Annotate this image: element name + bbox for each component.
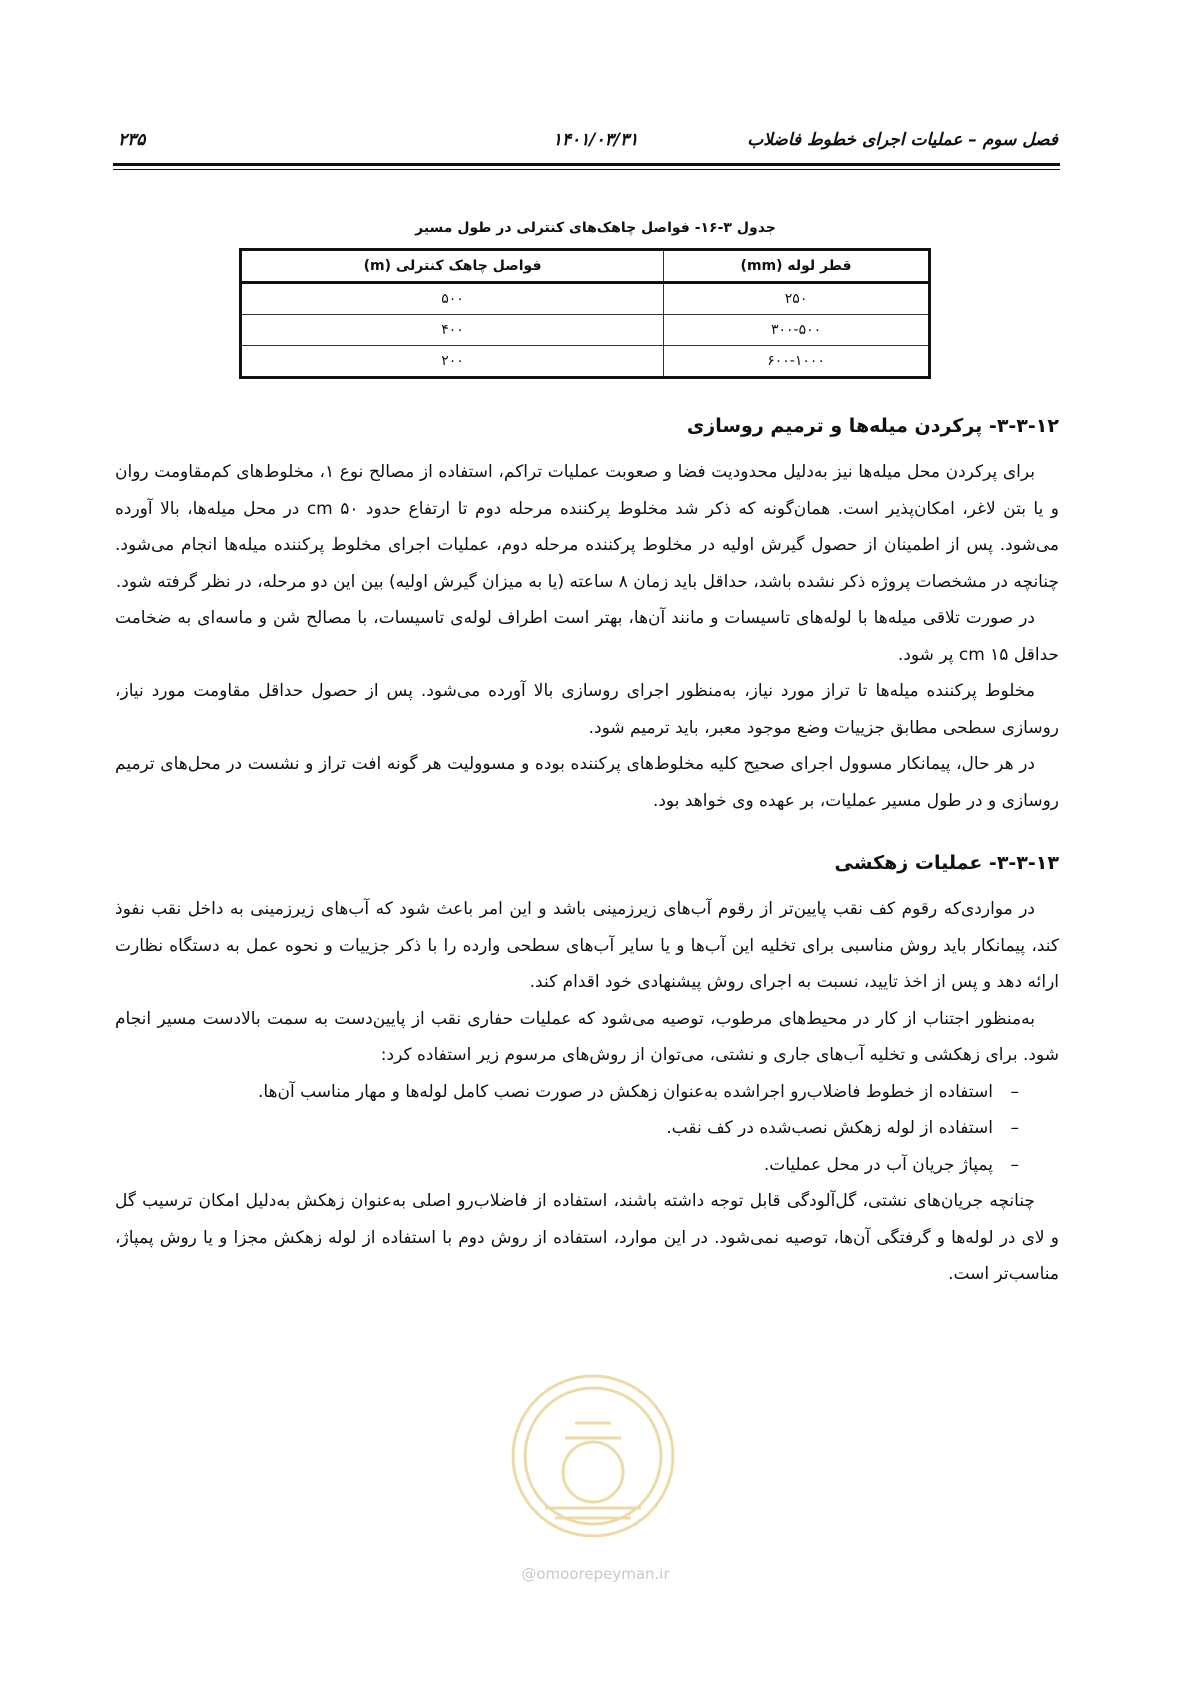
table-row [241,315,930,346]
watermark-seal-icon [505,1368,681,1544]
section-heading: ۳-۳-۱۲- پرکردن میله‌ها و ترمیم روسازی [686,415,1059,437]
paragraph: چنانچه جریان‌های نشتی، گل‌آلودگی قابل توجه داشته باشند، استفاده از فاضلاب‌رو اصلی به‌عنوان زهکش به‌دلیل امکان ترسیب گل و لای در لوله‌ها و گرفتگی آن‌ها، توصیه نمی‌شود. در این موارد، استفاده از روش دوم با استفاده از لوله زهکش مجزا و یا روش پمپاژ، مناسب‌تر است. [115,1191,1059,1284]
table-caption: جدول ۳-۱۶- فواصل چاهک‌های کنترلی در طول مسیر [415,220,776,236]
header-date: ۱۴۰۱/۰۳/۳۱ [552,130,639,150]
paragraph: در صورت تلاقی میله‌ها با لوله‌های تاسیسات و مانند آن‌ها، بهتر است اطراف لوله‌ی تاسیسات، با مصالح شن و ماسه‌ای به ضخامت حداقل ۱۵ cm پر شود. [115,608,1059,665]
dash-marker: – [1010,1118,1019,1138]
section-gap [115,819,1059,835]
dash-marker: – [1010,1081,1019,1102]
method-list [115,1074,1059,1184]
table-cell: ۴۰۰ [241,315,664,346]
list-item [115,1074,1019,1111]
list-item [115,1110,1019,1147]
dash-marker: – [1010,1154,1019,1175]
table-cell: ۶۰۰-۱۰۰۰ [664,346,930,378]
section-heading: ۳-۳-۱۳- عملیات زهکشی [834,852,1059,874]
table-row [241,283,930,315]
list-item [115,1147,1019,1184]
table-header-row [241,250,930,283]
spacing-table [239,248,931,379]
paragraph: در مواردی‌که رقوم کف نقب پایین‌تر از رقوم آب‌های زیرزمینی باشد و این امر باعث شود که آب‌های زیرزمینی به داخل نقب نفوذ کند، پیمانکار باید روش مناسبی برای تخلیه این آب‌ها و یا سایر آب‌های سطحی وارده را با ذکر جزییات و نحوه عمل به دستگاه نظارت ارائه دهد و پس از اخذ تایید، نسبت به اجرای روش پیشنهادی خود اقدام کند. [115,899,1059,992]
page-number: ۲۳۵ [118,130,146,150]
list-item-text: استفاده از لوله زهکش نصب‌شده در کف نقب. [666,1118,993,1138]
table-header-cell: فواصل چاهک کنترلی (m) [241,250,664,283]
body-content [115,398,1059,1293]
table-cell: ۲۵۰ [664,283,930,315]
watermark-website: @omoorepeyman.ir [521,1565,670,1583]
list-item-text: پمپاژ جریان آب در محل عملیات. [763,1154,993,1175]
list-item-text: استفاده از خطوط فاضلاب‌رو اجراشده به‌عنوان زهکش در صورت نصب کامل لوله‌ها و مهار مناسب آن‌ها. [257,1081,993,1102]
table-cell: ۲۰۰ [241,346,664,378]
header-rule [113,163,1060,166]
table-header-cell: قطر لوله (mm) [664,250,930,283]
table-cell: ۵۰۰ [241,283,664,315]
header-rule-thin [113,169,1060,170]
table-cell: ۳۰۰-۵۰۰ [664,315,930,346]
paragraph: برای پرکردن محل میله‌ها نیز به‌دلیل محدودیت فضا و صعوبت عملیات تراکم، استفاده از مصالح نوع ۱، مخلوط‌های کم‌مقاومت روان و یا بتن لاغر، امکان‌پذیر است. همان‌گونه که ذکر شد مخلوط پرکننده مرحله دوم تا ارتفاع حدود ۵۰ cm در محل میله‌ها، بالا آورده می‌شود. پس از اطمینان از حصول گیرش اولیه در مخلوط پرکننده مرحله دوم، عملیات اجرای مخلوط پرکننده میله‌ها انجام می‌شود. چنانچه در مشخصات پروژه ذکر نشده باشد، حداقل باید زمان ۸ ساعته (یا به میزان گیرش اولیه) بین این دو مرحله، در نظر گرفته شود. [115,462,1059,592]
paragraph: در هر حال، پیمانکار مسوول اجرای صحیح کلیه مخلوط‌های پرکننده بوده و مسوولیت هر گونه افت تراز و نشست در محل‌های ترمیم روسازی و در طول مسیر عملیات، بر عهده وی خواهد بود. [115,754,1059,811]
paragraph: مخلوط پرکننده میله‌ها تا تراز مورد نیاز، به‌منظور اجرای روسازی بالا آورده می‌شود. پس از حصول حداقل مقاومت مورد نیاز، روسازی سطحی مطابق جزییات وضع موجود معبر، باید ترمیم شود. [115,681,1059,738]
chapter-title: فصل سوم – عملیات اجرای خطوط فاضلاب [747,130,1058,150]
table-row [241,346,930,378]
paragraph: به‌منظور اجتناب از کار در محیط‌های مرطوب، توصیه می‌شود که عملیات حفاری نقب از پایین‌دست به سمت بالادست مسیر انجام شود. برای زهکشی و تخلیه آب‌های جاری و نشتی، می‌توان از روش‌های مرسوم زیر استفاده کرد: [115,1008,1059,1065]
